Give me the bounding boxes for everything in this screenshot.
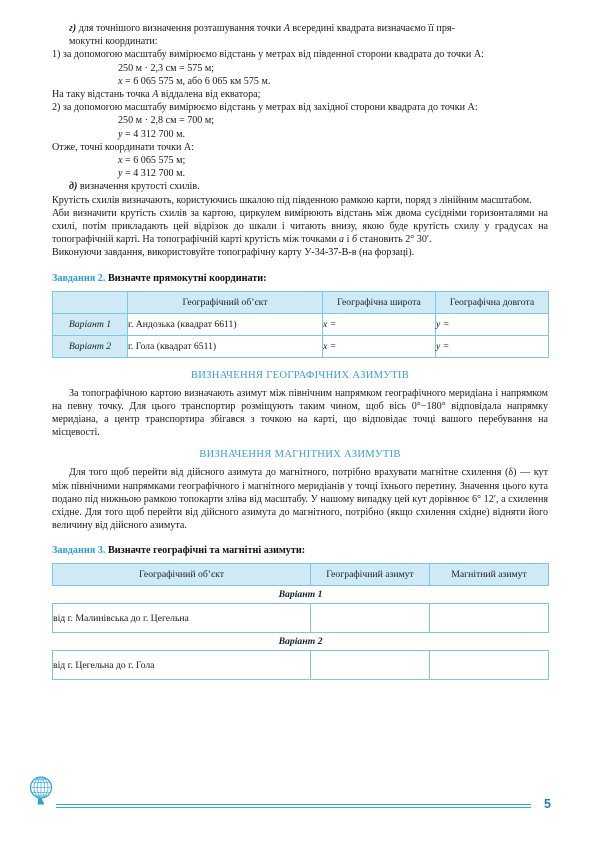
- task-2-label: [52, 272, 548, 285]
- list-item-g-rest: всередині квадрата визначаємо її пря-: [289, 23, 455, 34]
- formula-2b: [52, 128, 548, 141]
- var-y: y: [118, 128, 123, 140]
- list-item-2: 2) за допомогою масштабу вимірюємо відстань у метрах від західної сторони квадрата до точки A:: [52, 102, 478, 114]
- column-header-latitude: Географічна широта: [323, 291, 436, 313]
- task-2-number: Завдання 2.: [52, 272, 106, 284]
- formula-1b: [52, 75, 548, 88]
- variant-separator-row: [53, 633, 549, 651]
- after-1-text-a: На таку відстань точка: [52, 89, 153, 101]
- paragraph-vykonuyuchy: Виконуючи завдання, використовуйте топографічну карту У-34-37-В-в (на форзаці).: [52, 247, 415, 259]
- table-header-row: [53, 291, 549, 313]
- list-item-g-text: для точнішого визначення розташування точки: [78, 23, 284, 34]
- paragraph-after-1: [52, 88, 548, 101]
- formula-3b-text: = 4 312 700 м.: [122, 168, 186, 180]
- after-1-text-b: віддалена від екватора;: [158, 89, 261, 101]
- list-item-d-text: визначення крутості схилів.: [77, 181, 200, 193]
- paragraph-krutist: Крутість схилів визначають, користуючись шкалою під південною рамкою карти, поряд з лінійним масштабом.: [52, 194, 532, 206]
- paragraph-aby: [52, 207, 548, 247]
- longitude-cell[interactable]: y =: [436, 313, 549, 335]
- object-cell: г. Андозька (квадрат 6611): [128, 313, 323, 335]
- paragraph-aby-text1: Аби визначити крутість схилів за картою, циркулем вимірюють відстань між двома сусідніми горизонталями на схилі, потім прикладають цей відрізок до шкали і читають внизу, якою буде крутість схилу у градусах на топографічній карті. На топографічній карті крутість між точками: [52, 207, 548, 246]
- paragraph-aby-mid: і: [344, 234, 352, 246]
- section-heading-geographic-azimuths: ВИЗНАЧЕННЯ ГЕОГРАФІЧНИХ АЗИМУТІВ: [190, 369, 410, 381]
- var-x: x: [118, 75, 123, 87]
- task-3-label: [52, 544, 548, 557]
- latitude-cell[interactable]: x =: [323, 313, 436, 335]
- list-marker-d: д): [69, 181, 78, 193]
- formula-2a: 250 м · 2,8 см = 700 м;: [118, 115, 215, 127]
- task-2-title: Визначте прямокутні координати:: [105, 272, 267, 284]
- page-number: 5: [544, 797, 551, 811]
- footer-rule: [56, 804, 531, 809]
- formula-1b-text: = 6 065 575 м, або 6 065 км 575 м.: [122, 75, 271, 87]
- mag-azimuth-cell[interactable]: [430, 651, 549, 680]
- longitude-cell[interactable]: y =: [436, 335, 549, 357]
- formula-1a: 250 м · 2,3 см = 575 м;: [118, 62, 215, 74]
- point-label-a: A: [283, 23, 290, 34]
- list-item-d: [52, 180, 548, 193]
- formula-3b: [52, 167, 548, 180]
- globe-icon: [26, 775, 60, 809]
- var-y-2: y: [118, 168, 123, 180]
- task-3-title: Визначте географічні та магнітні азимути:: [105, 545, 306, 557]
- section-magnetic-paragraph: Для того щоб перейти від дійсного азимута до магнітного, потрібно врахувати магнітне схилення (δ) — кут між північними напрямками географічного і магнітного меридіанів у точці їхнього перетину. Значення цього кута подано під нижньою рамкою топокарти зліва від масштабу. У нашому випадку цей кут дорівнює 6° 12′, а схилення східне. Для того щоб перейти від дійсного азимута до магнітного, потрібно (якщо схилення східне) відняти його величину від дійсного азимута.: [52, 467, 548, 532]
- variant-separator-row: [53, 586, 549, 604]
- paragraph-otzhe: Отже, точні координати точки A:: [52, 141, 195, 153]
- list-marker-g: г): [69, 23, 77, 34]
- formula-3a-text: = 6 065 575 м;: [122, 155, 186, 167]
- variant-label: Варіант 1: [53, 586, 549, 604]
- mag-azimuth-cell[interactable]: [430, 604, 549, 633]
- task-3-table: [52, 563, 549, 680]
- point-label-a3: а: [339, 234, 345, 246]
- geo-azimuth-cell[interactable]: [311, 651, 430, 680]
- geo-azimuth-cell[interactable]: [311, 604, 430, 633]
- formula-3a: [52, 154, 548, 167]
- task-2-table: [52, 291, 549, 358]
- paragraph-aby-text2: становить 2° 30′.: [357, 234, 432, 246]
- table-row: [53, 604, 549, 633]
- table-row: [53, 313, 549, 335]
- list-item-g-line2: мокутні координати:: [69, 36, 158, 48]
- variant-cell: Варіант 2: [53, 335, 128, 357]
- column-header-geo-azimuth: Географічний азимут: [311, 564, 430, 586]
- object-cell: від г. Цегельна до г. Гола: [53, 651, 311, 680]
- column-header-blank: [53, 291, 128, 313]
- point-label-b: б: [351, 234, 358, 246]
- table-row: [53, 651, 549, 680]
- formula-2b-text: = 4 312 700 м.: [122, 128, 186, 140]
- point-label-a2: A: [152, 89, 159, 101]
- list-item-1: 1) за допомогою масштабу вимірюємо відстань у метрах від південної сторони квадрата до точки A:: [52, 49, 484, 61]
- column-header-object: Географічний об’єкт: [128, 291, 323, 313]
- section-heading-magnetic-azimuths: ВИЗНАЧЕННЯ МАГНІТНИХ АЗИМУТІВ: [199, 449, 401, 461]
- task-3-number: Завдання 3.: [52, 545, 106, 557]
- column-header-mag-azimuth: Магнітний азимут: [430, 564, 549, 586]
- latitude-cell[interactable]: x =: [323, 335, 436, 357]
- object-cell: від г. Малинівська до г. Цегельна: [53, 604, 311, 633]
- page-content: [52, 22, 548, 680]
- table-header-row: [53, 564, 549, 586]
- column-header-longitude: Географічна довгота: [436, 291, 549, 313]
- page-footer: [0, 775, 600, 835]
- object-cell: г. Гола (квадрат 6511): [128, 335, 323, 357]
- column-header-object: Географічний об’єкт: [53, 564, 311, 586]
- variant-cell: Варіант 1: [53, 313, 128, 335]
- section-geographic-paragraph: За топографічною картою визначають азимут між північним напрямком географічного меридіана і напрямком на певну точку. Для цього транспортир розміщують таким чином, щоб вісь 0°−180° відповідала напрямку меридіана, а центр транспортира збігався з точкою на карті, що відповідає точці вашого перебування на місцевості.: [52, 387, 548, 439]
- var-x-2: x: [118, 155, 123, 167]
- table-row: [53, 335, 549, 357]
- variant-label: Варіант 2: [53, 633, 549, 651]
- list-item-g: [52, 22, 548, 35]
